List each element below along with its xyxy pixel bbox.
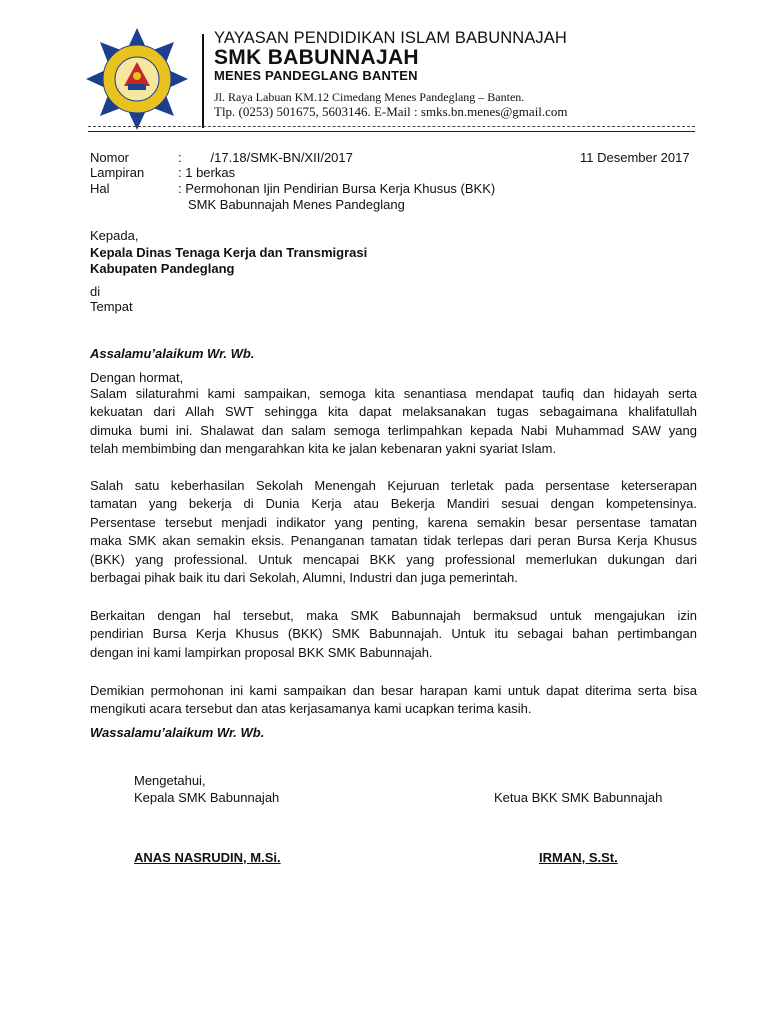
- body-paragraph-1: [90, 385, 697, 459]
- salutation: Dengan hormat,: [90, 370, 184, 385]
- left-signatory-title: Kepala SMK Babunnajah: [134, 790, 280, 805]
- nomor-value: : /17.18/SMK-BN/XII/2017: [178, 150, 353, 165]
- recipient-di: di: [90, 284, 101, 299]
- lampiran-label: Lampiran: [90, 165, 145, 180]
- hal-value-line1: : Permohonan Ijin Pendirian Bursa Kerja Khusus (BKK): [178, 181, 496, 196]
- right-signatory-title: Ketua BKK SMK Babunnajah: [494, 790, 663, 805]
- right-signatory-name: IRMAN, S.St.: [539, 850, 618, 865]
- paragraph-line: dengan ini kami lampirkan proposal BKK SMK Babunnajah.: [90, 644, 433, 660]
- hal-value-line2: SMK Babunnajah Menes Pandeglang: [188, 197, 405, 212]
- paragraph-line: Demikian permohonan ini kami sampaikan dan besar harapan kami untuk dapat diterima serta bisa: [90, 683, 697, 698]
- letter-date: 11 Desember 2017: [580, 150, 690, 165]
- paragraph-line: telah membimbing dan mengarahkan kita ke jalan kebenaran yakni syariat Islam.: [90, 441, 557, 457]
- paragraph-line: Salam silaturahmi kami sampaikan, semoga kita senantiasa mendapat taufiq dan hidayah serta: [90, 386, 697, 401]
- left-signatory-name: ANAS NASRUDIN, M.Si.: [134, 850, 281, 865]
- lampiran-value: : 1 berkas: [178, 165, 236, 180]
- school-address: Jl. Raya Labuan KM.12 Cimedang Menes Pandeglang – Banten.: [214, 90, 525, 104]
- body-paragraph-3: [90, 607, 697, 662]
- paragraph-line: (BKK) yang professional. Untuk mencapai BKK yang professional memerlukan dukungan dari: [90, 551, 697, 567]
- paragraph-line: Persentase tersebut menjadi indikator yang penting, karena semakin besar persentase tamatan: [90, 514, 697, 530]
- kepada-label: Kepada,: [90, 228, 139, 243]
- school-contact: Tlp. (0253) 501675, 5603146. E-Mail : smks.bn.menes@gmail.com: [214, 104, 568, 119]
- body-paragraph-4: [90, 682, 697, 719]
- school-city: MENES PANDEGLANG BANTEN: [214, 68, 418, 83]
- hal-label: Hal: [90, 181, 110, 196]
- letterhead-divider: [202, 34, 204, 128]
- paragraph-line: berbagai pihak baik itu dari Sekolah, Alumni, Industri dan juga pemerintah.: [90, 570, 518, 586]
- paragraph-line: pendirian Bursa Kerja Khusus (BKK) SMK Babunnajah. Untuk itu sebagai bahan pertimbangan: [90, 626, 697, 642]
- closing-greeting: Wassalamu’alaikum Wr. Wb.: [90, 725, 265, 740]
- mengetahui-label: Mengetahui,: [134, 773, 206, 788]
- logo-star-emblem: [86, 28, 188, 130]
- paragraph-line: Salah satu keberhasilan Sekolah Menengah Kejuruan terletak pada persentase keterserapan: [90, 478, 697, 493]
- letterhead-rule: [88, 131, 695, 132]
- paragraph-line: dimuka bumi ini. Shalawat dan salam semoga terlimpahkan kepada Nabi Muhammad SAW yang: [90, 422, 697, 438]
- letterhead-dashed-rule: [88, 126, 695, 127]
- paragraph-line: tamatan yang bekerja di Dunia Kerja atau Bekerja Mandiri sesuai dengan kompetensinya.: [90, 496, 697, 512]
- opening-greeting: Assalamu’alaikum Wr. Wb.: [90, 346, 255, 361]
- paragraph-line: kekuatan dari Allah SWT sehingga kita dapat melaksanakan tugas sebagaimana khalifatullah: [90, 404, 697, 420]
- nomor-label: Nomor: [90, 150, 130, 165]
- recipient-tempat: Tempat: [90, 299, 133, 314]
- recipient-line2: Kabupaten Pandeglang: [90, 261, 235, 276]
- school-logo: [84, 26, 190, 132]
- recipient-line1: Kepala Dinas Tenaga Kerja dan Transmigrasi: [90, 245, 368, 260]
- school-name: SMK BABUNNAJAH: [214, 46, 419, 69]
- paragraph-line: maka SMK akan semakin eksis. Penanganan tamatan tidak terlepas dari peran Bursa Kerja Khusus: [90, 533, 697, 549]
- paragraph-line: mengikuti acara tersebut dan atas kerjasamanya kami ucapkan terima kasih.: [90, 701, 532, 717]
- body-paragraph-2: [90, 477, 697, 587]
- paragraph-line: Berkaitan dengan hal tersebut, maka SMK Babunnajah bermaksud untuk mengajukan izin: [90, 608, 697, 623]
- foundation-name: YAYASAN PENDIDIKAN ISLAM BABUNNAJAH: [214, 29, 567, 47]
